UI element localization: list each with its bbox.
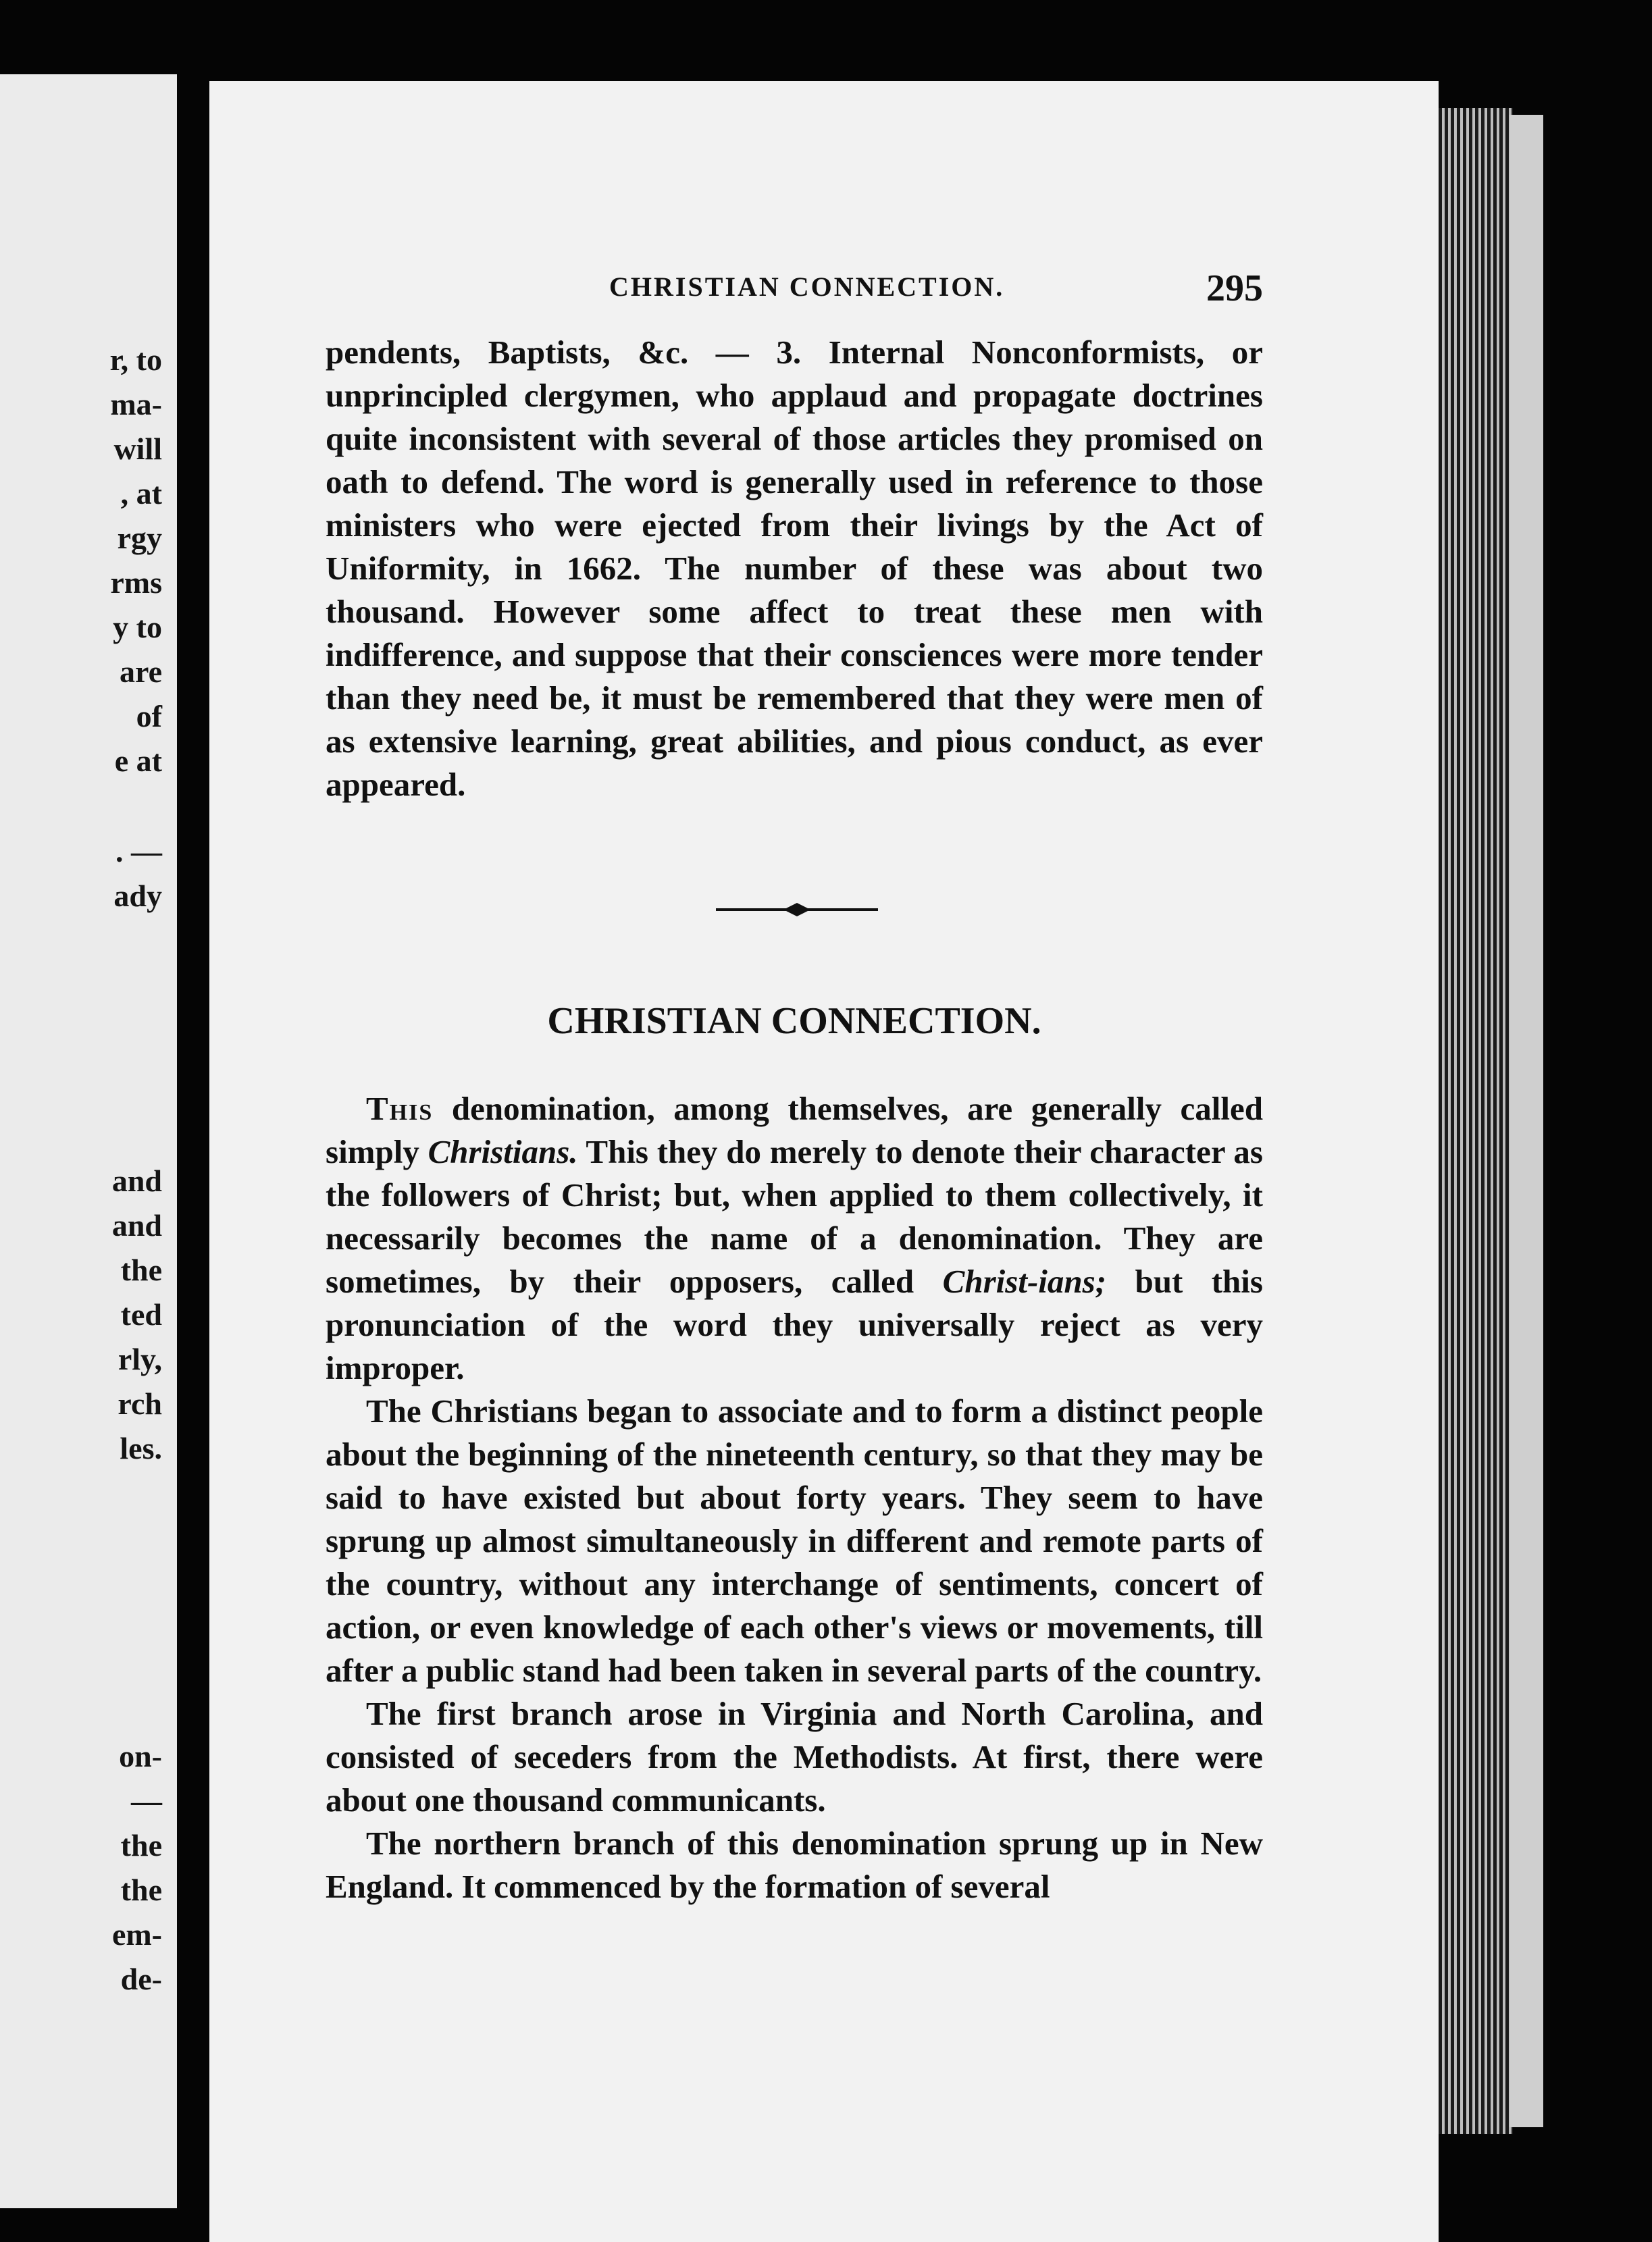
left-page-fragment: the <box>120 1253 162 1287</box>
left-page-fragment: of <box>136 699 162 733</box>
left-page-fragment: e at <box>114 744 162 778</box>
italic-term: Christians. <box>428 1133 578 1170</box>
left-page-fragment: rly, <box>118 1342 162 1376</box>
paragraph-3: The first branch arose in Virginia and North Carolina, and consisted of seceders from the Methodists. At first, there were about one thousand communicants. <box>326 1695 1263 1819</box>
page-edge-outer <box>1509 115 1543 2127</box>
paragraph-text: This they do merely to denote their character as the followers of Christ; but, when applied to them collectively, it necessarily becomes the name of a denomination. They are sometimes, by their opposers, called <box>326 1133 1263 1300</box>
page-number: 295 <box>1206 267 1263 309</box>
section-body <box>326 1087 1263 1908</box>
left-page-fragment: y to <box>113 610 162 644</box>
paragraph-2: The Christians began to associate and to form a distinct people about the beginning of the nineteenth century, so that they may be said to have existed but about forty years. They seem to have sprung up almost simultaneously in different and remote parts of the country, without any interchange of sentiments, concert of action, or even knowledge of each other's views or movements, till after a public stand had been taken in several parts of the country. <box>326 1392 1263 1689</box>
left-page-fragment: em- <box>111 1917 162 1952</box>
left-page-fragment: on- <box>119 1739 162 1773</box>
adjacent-page-left <box>0 74 177 2208</box>
left-page-fragment: will <box>113 432 162 466</box>
paragraph-4: The northern branch of this denomination sprung up in New England. It commenced by the formation of several <box>326 1825 1263 1905</box>
italic-term: Christ-ians; <box>942 1263 1107 1300</box>
left-page-fragment: ady <box>113 879 162 913</box>
left-page-fragment: ted <box>120 1297 162 1332</box>
continuation-text <box>326 331 1263 806</box>
section-title: CHRISTIAN CONNECTION. <box>547 1000 1041 1042</box>
left-page-fragment: les. <box>120 1431 162 1465</box>
section-divider-ornament <box>716 902 878 918</box>
paragraph-1 <box>326 1087 1263 1390</box>
left-page-fragment: ma- <box>110 387 162 421</box>
left-page-fragment: the <box>120 1828 162 1862</box>
left-page-fragment: . — <box>115 834 162 868</box>
left-page-fragment: rch <box>118 1386 162 1421</box>
page-edge-binding <box>1439 108 1513 2134</box>
paragraph-text: denomination, among themselves, are generally called simply <box>326 1090 1263 1170</box>
left-page-fragment: and <box>111 1164 162 1198</box>
left-page-fragment: the <box>120 1873 162 1907</box>
page-header <box>326 267 1263 307</box>
left-page-fragment: , at <box>120 476 162 511</box>
left-page-fragment: rms <box>110 565 162 600</box>
paragraph-text: but this pronunciation of the word they universally reject as very improper. <box>326 1263 1263 1386</box>
paragraph-lead-word: This <box>366 1090 434 1127</box>
left-page-fragment: — <box>131 1783 162 1818</box>
left-page-fragment: de- <box>120 1962 162 1996</box>
left-page-fragment: rgy <box>117 521 162 555</box>
continuation-paragraph: pendents, Baptists, &c. — 3. Internal Nonconformists, or unprincipled clergymen, who applaud and propagate doctrines quite inconsistent with several of those articles they promised on oath to defend. The word is generally used in reference to those ministers who were ejected from their livings by the Act of Uniformity, in 1662. The number of these was about two thousand. However some affect to treat these men with indifference, and suppose that their consciences were more tender than they need be, it must be remembered that they were men of as extensive learning, great abilities, and pious conduct, as ever appeared. <box>326 334 1263 803</box>
left-page-fragment: r, to <box>109 342 162 377</box>
left-page-fragment: and <box>111 1208 162 1243</box>
running-head: CHRISTIAN CONNECTION. <box>609 271 1005 302</box>
left-page-fragment: are <box>119 654 162 689</box>
